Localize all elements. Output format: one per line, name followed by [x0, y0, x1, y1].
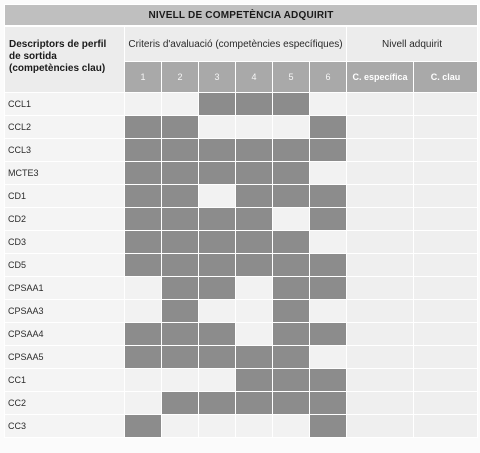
- criteria-cell-marked: [125, 139, 162, 162]
- table-row: [5, 231, 478, 254]
- c-especifica-header: C. específica: [347, 62, 414, 93]
- criteria-header: Criteris d'avaluació (competències específiques): [125, 26, 347, 62]
- level-specific-cell[interactable]: [347, 93, 414, 116]
- criteria-number-1: 1: [125, 62, 162, 93]
- table-row: [5, 116, 478, 139]
- criteria-cell-marked: [236, 346, 273, 369]
- descriptor-label: CD3: [5, 231, 125, 254]
- descriptor-label: CCL1: [5, 93, 125, 116]
- criteria-number-4: 4: [236, 62, 273, 93]
- criteria-number-5: 5: [273, 62, 310, 93]
- criteria-cell-marked: [236, 392, 273, 415]
- criteria-cell-marked: [162, 139, 199, 162]
- descriptor-label: CC1: [5, 369, 125, 392]
- level-specific-cell[interactable]: [347, 300, 414, 323]
- table-row: [5, 369, 478, 392]
- descriptor-label: CC3: [5, 415, 125, 438]
- criteria-cell-marked: [310, 116, 347, 139]
- criteria-cell-marked: [162, 231, 199, 254]
- table-body: [5, 93, 478, 438]
- criteria-cell-empty: [310, 231, 347, 254]
- criteria-cell-marked: [310, 254, 347, 277]
- level-key-cell[interactable]: [414, 392, 478, 415]
- criteria-cell-marked: [199, 346, 236, 369]
- criteria-cell-marked: [273, 323, 310, 346]
- criteria-cell-marked: [273, 162, 310, 185]
- table-row: [5, 392, 478, 415]
- criteria-cell-marked: [162, 392, 199, 415]
- criteria-cell-marked: [199, 231, 236, 254]
- table-title: NIVELL DE COMPETÈNCIA ADQUIRIT: [5, 5, 478, 27]
- criteria-cell-marked: [199, 93, 236, 116]
- criteria-cell-marked: [310, 277, 347, 300]
- level-key-cell[interactable]: [414, 208, 478, 231]
- criteria-cell-marked: [273, 277, 310, 300]
- criteria-cell-empty: [199, 369, 236, 392]
- level-specific-cell[interactable]: [347, 392, 414, 415]
- criteria-cell-marked: [162, 185, 199, 208]
- descriptor-label: CD2: [5, 208, 125, 231]
- level-key-cell[interactable]: [414, 369, 478, 392]
- criteria-cell-marked: [310, 139, 347, 162]
- table-row: [5, 300, 478, 323]
- criteria-cell-marked: [273, 300, 310, 323]
- criteria-cell-marked: [273, 369, 310, 392]
- criteria-cell-marked: [273, 139, 310, 162]
- criteria-cell-empty: [125, 369, 162, 392]
- level-key-cell[interactable]: [414, 185, 478, 208]
- criteria-cell-marked: [199, 323, 236, 346]
- level-specific-cell[interactable]: [347, 369, 414, 392]
- descriptor-label: CPSAA5: [5, 346, 125, 369]
- criteria-cell-marked: [310, 369, 347, 392]
- criteria-cell-empty: [162, 415, 199, 438]
- criteria-cell-marked: [273, 231, 310, 254]
- criteria-cell-marked: [199, 139, 236, 162]
- table-row: [5, 185, 478, 208]
- criteria-cell-marked: [273, 392, 310, 415]
- criteria-cell-marked: [162, 208, 199, 231]
- criteria-cell-marked: [236, 208, 273, 231]
- criteria-cell-empty: [310, 300, 347, 323]
- criteria-cell-empty: [310, 93, 347, 116]
- criteria-number-3: 3: [199, 62, 236, 93]
- criteria-cell-empty: [125, 93, 162, 116]
- level-specific-cell[interactable]: [347, 277, 414, 300]
- descriptors-header: Descriptors de perfil de sortida (competències clau): [5, 26, 125, 93]
- criteria-cell-empty: [273, 116, 310, 139]
- criteria-cell-marked: [273, 93, 310, 116]
- criteria-cell-marked: [125, 185, 162, 208]
- criteria-cell-marked: [236, 93, 273, 116]
- criteria-cell-marked: [273, 346, 310, 369]
- criteria-cell-marked: [162, 300, 199, 323]
- level-specific-cell[interactable]: [347, 323, 414, 346]
- table-row: [5, 254, 478, 277]
- level-specific-cell[interactable]: [347, 116, 414, 139]
- criteria-cell-empty: [236, 116, 273, 139]
- criteria-cell-marked: [199, 392, 236, 415]
- criteria-cell-marked: [310, 185, 347, 208]
- level-specific-cell[interactable]: [347, 139, 414, 162]
- descriptor-label: CD1: [5, 185, 125, 208]
- competence-table: [4, 4, 478, 438]
- level-specific-cell[interactable]: [347, 346, 414, 369]
- level-key-cell[interactable]: [414, 162, 478, 185]
- criteria-cell-marked: [125, 254, 162, 277]
- level-specific-cell[interactable]: [347, 254, 414, 277]
- criteria-cell-marked: [125, 162, 162, 185]
- table-row: [5, 415, 478, 438]
- criteria-cell-empty: [125, 392, 162, 415]
- criteria-cell-marked: [125, 231, 162, 254]
- criteria-cell-marked: [236, 185, 273, 208]
- criteria-cell-empty: [199, 415, 236, 438]
- level-specific-cell[interactable]: [347, 415, 414, 438]
- criteria-cell-empty: [199, 116, 236, 139]
- criteria-cell-marked: [162, 116, 199, 139]
- descriptor-label: CPSAA4: [5, 323, 125, 346]
- level-specific-cell[interactable]: [347, 231, 414, 254]
- criteria-cell-empty: [273, 208, 310, 231]
- level-specific-cell[interactable]: [347, 185, 414, 208]
- criteria-cell-empty: [162, 93, 199, 116]
- table-row: [5, 208, 478, 231]
- descriptor-label: MCTE3: [5, 162, 125, 185]
- level-header: Nivell adquirit: [347, 26, 478, 62]
- criteria-cell-marked: [273, 254, 310, 277]
- criteria-cell-marked: [310, 208, 347, 231]
- table-row: [5, 277, 478, 300]
- level-key-cell[interactable]: [414, 277, 478, 300]
- criteria-cell-marked: [310, 323, 347, 346]
- criteria-cell-marked: [310, 415, 347, 438]
- criteria-cell-marked: [162, 254, 199, 277]
- criteria-cell-empty: [162, 369, 199, 392]
- table-row: [5, 139, 478, 162]
- level-key-cell[interactable]: [414, 323, 478, 346]
- level-key-cell[interactable]: [414, 231, 478, 254]
- criteria-cell-empty: [236, 277, 273, 300]
- criteria-number-2: 2: [162, 62, 199, 93]
- criteria-cell-marked: [162, 162, 199, 185]
- level-key-cell[interactable]: [414, 300, 478, 323]
- criteria-cell-empty: [236, 415, 273, 438]
- criteria-cell-marked: [199, 254, 236, 277]
- level-key-cell[interactable]: [414, 116, 478, 139]
- descriptor-label: CD5: [5, 254, 125, 277]
- level-key-cell[interactable]: [414, 254, 478, 277]
- level-key-cell[interactable]: [414, 415, 478, 438]
- descriptor-label: CCL2: [5, 116, 125, 139]
- criteria-cell-empty: [125, 277, 162, 300]
- criteria-cell-marked: [162, 346, 199, 369]
- criteria-cell-marked: [162, 277, 199, 300]
- criteria-cell-marked: [125, 208, 162, 231]
- criteria-cell-marked: [162, 323, 199, 346]
- criteria-cell-marked: [273, 185, 310, 208]
- descriptor-label: CPSAA1: [5, 277, 125, 300]
- level-specific-cell[interactable]: [347, 162, 414, 185]
- criteria-cell-marked: [125, 346, 162, 369]
- criteria-cell-empty: [310, 346, 347, 369]
- level-key-cell[interactable]: [414, 93, 478, 116]
- criteria-cell-marked: [199, 162, 236, 185]
- descriptor-label: CC2: [5, 392, 125, 415]
- criteria-cell-marked: [236, 369, 273, 392]
- criteria-cell-empty: [236, 300, 273, 323]
- criteria-cell-empty: [199, 185, 236, 208]
- criteria-cell-marked: [236, 254, 273, 277]
- criteria-cell-marked: [236, 139, 273, 162]
- criteria-cell-empty: [310, 162, 347, 185]
- level-key-cell[interactable]: [414, 346, 478, 369]
- criteria-cell-marked: [310, 392, 347, 415]
- criteria-cell-marked: [125, 323, 162, 346]
- table-row: [5, 93, 478, 116]
- criteria-cell-marked: [125, 415, 162, 438]
- criteria-cell-marked: [236, 231, 273, 254]
- table-row: [5, 162, 478, 185]
- descriptor-label: CCL3: [5, 139, 125, 162]
- criteria-cell-empty: [236, 323, 273, 346]
- criteria-cell-marked: [236, 162, 273, 185]
- criteria-number-6: 6: [310, 62, 347, 93]
- table-row: [5, 323, 478, 346]
- c-clau-header: C. clau: [414, 62, 478, 93]
- criteria-cell-empty: [125, 300, 162, 323]
- descriptor-label: CPSAA3: [5, 300, 125, 323]
- table-row: [5, 346, 478, 369]
- criteria-cell-empty: [273, 415, 310, 438]
- level-specific-cell[interactable]: [347, 208, 414, 231]
- criteria-cell-marked: [125, 116, 162, 139]
- criteria-cell-marked: [199, 277, 236, 300]
- criteria-cell-empty: [199, 300, 236, 323]
- criteria-cell-marked: [199, 208, 236, 231]
- level-key-cell[interactable]: [414, 139, 478, 162]
